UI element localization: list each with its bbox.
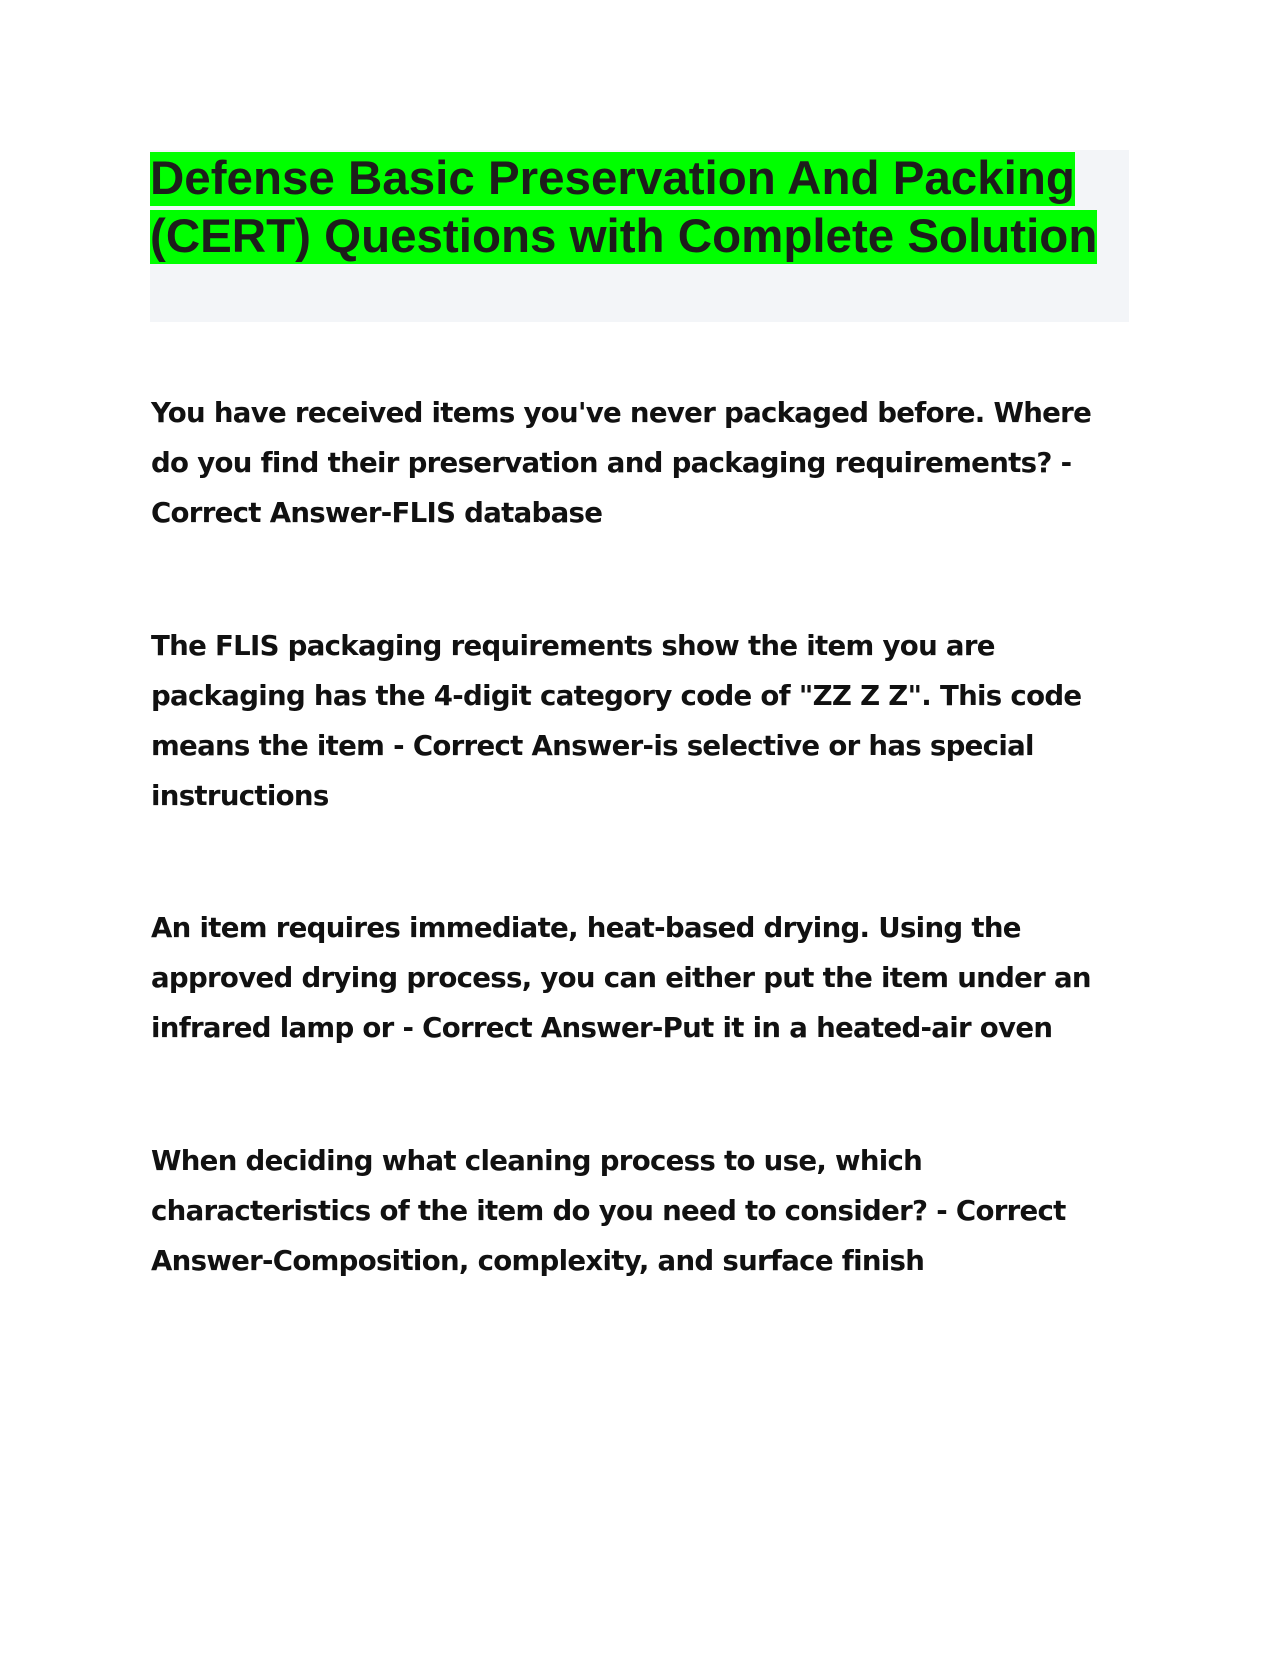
- title-highlight: Defense Basic Preservation And Packing (CERT) Questions with Complete Solution: [150, 152, 1098, 263]
- answer-text: Correct Answer-FLIS database: [151, 496, 603, 529]
- qa-item: [151, 1136, 1131, 1286]
- answer-text: Correct Answer-Put it in a heated-air oven: [422, 1011, 1053, 1044]
- qa-separator: -: [927, 1194, 956, 1227]
- qa-separator: -: [1051, 446, 1072, 479]
- qa-separator: -: [393, 1011, 423, 1044]
- title-block: [150, 150, 1129, 322]
- answer-text: Correct Answer-is selective or has special instructions: [151, 729, 1034, 812]
- qa-item: [151, 903, 1131, 1053]
- question-text: The FLIS packaging requirements show the item you are packaging has the 4-digit category code of "ZZ Z Z". This code means the item: [151, 629, 1082, 762]
- qa-item: [151, 388, 1131, 538]
- question-text: You have received items you've never packaged before. Where do you find their preservation and packaging requirements?: [151, 396, 1092, 479]
- question-text: An item requires immediate, heat-based drying. Using the approved drying process, you can either put the item under an infrared lamp or: [151, 911, 1091, 1044]
- qa-separator: -: [384, 729, 413, 762]
- document-title: [150, 150, 1129, 265]
- qa-item: [151, 621, 1131, 821]
- question-text: When deciding what cleaning process to use, which characteristics of the item do you need to consider?: [151, 1144, 928, 1227]
- answer-text: Correct Answer-Composition, complexity, and surface finish: [151, 1194, 1066, 1277]
